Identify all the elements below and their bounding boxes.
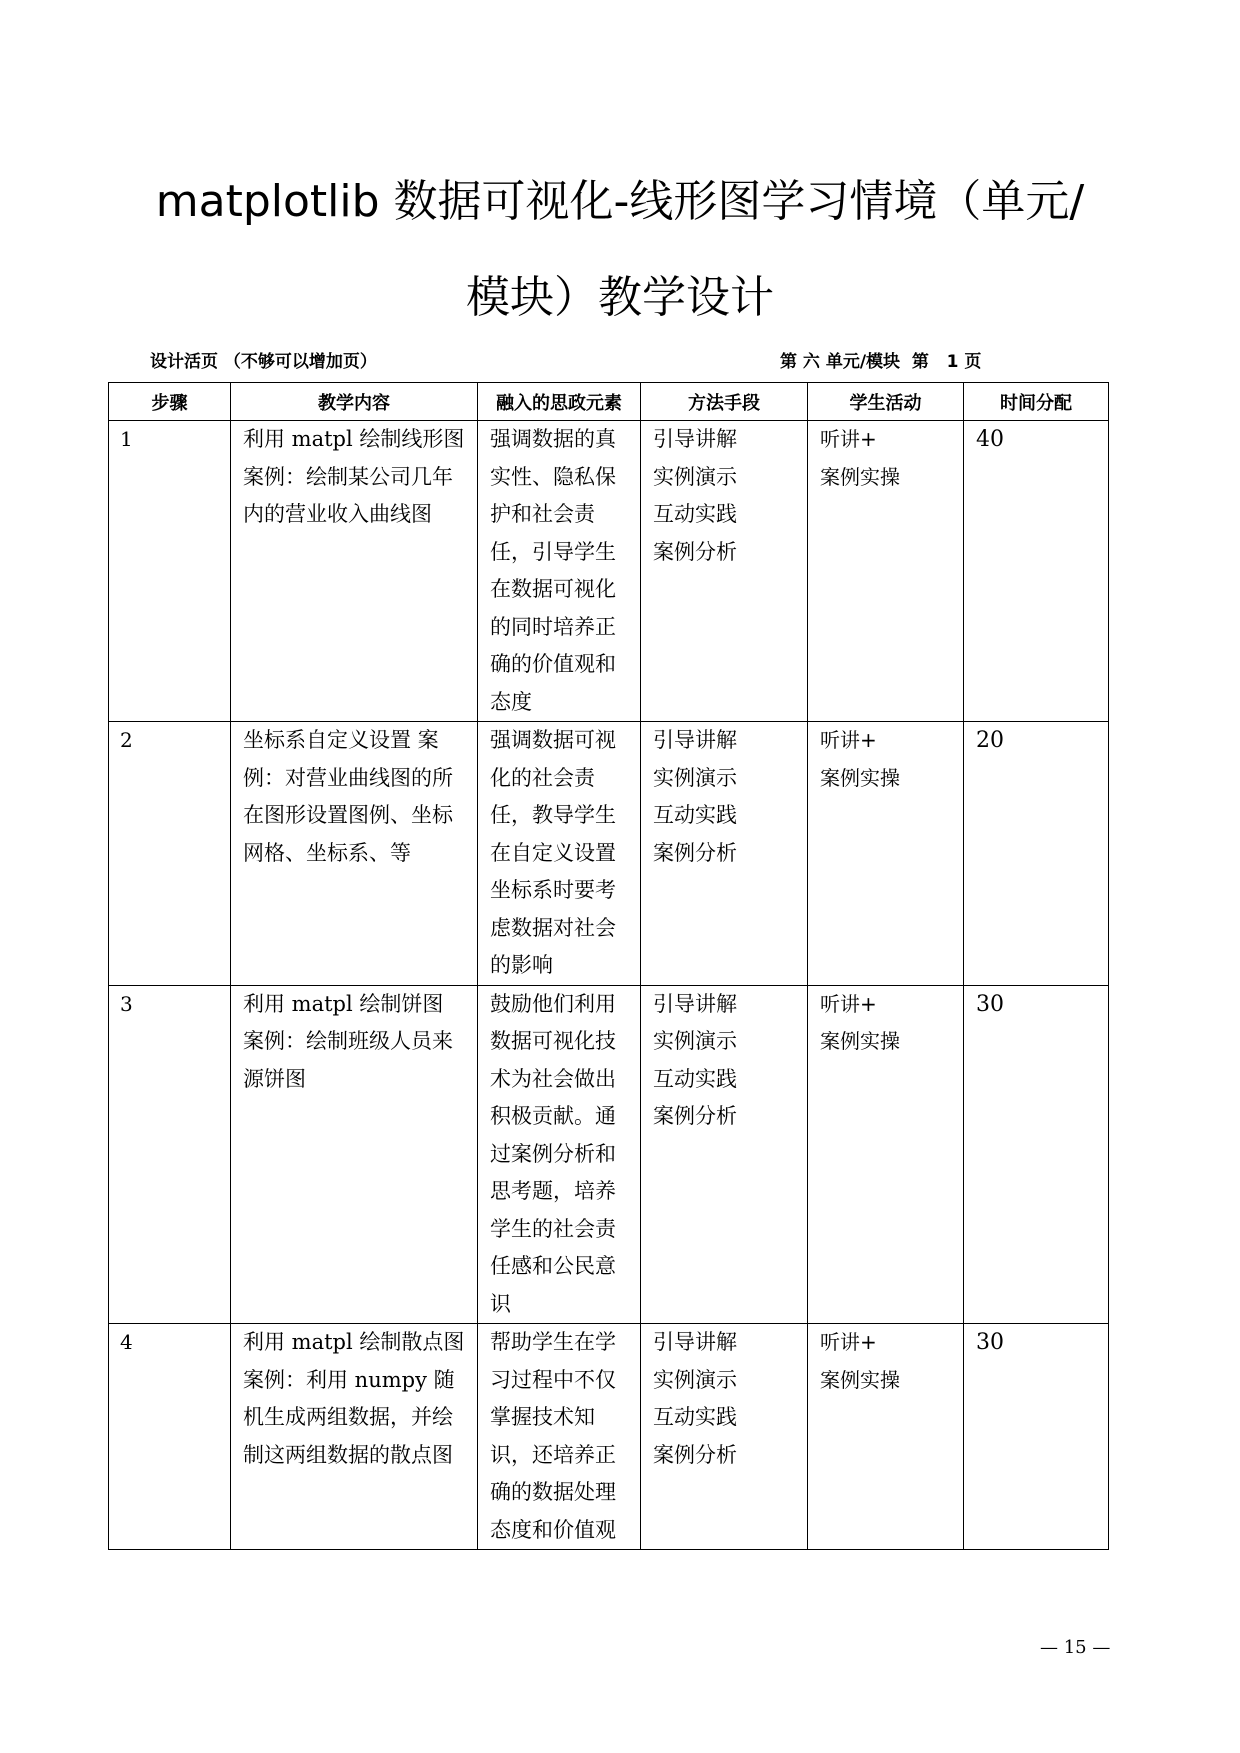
- document-title-line-2: 模块）教学设计: [466, 272, 774, 323]
- design-sheet-note: 设计活页 （不够可以增加页）: [150, 352, 377, 372]
- methods-cell: [641, 1324, 808, 1550]
- method-item: 案例分析: [653, 840, 737, 865]
- methods-cell: [641, 985, 808, 1324]
- time-cell: 40: [964, 421, 1109, 722]
- time-cell: 30: [964, 1324, 1109, 1550]
- time-cell: 20: [964, 722, 1109, 986]
- method-item: 引导讲解: [653, 1330, 737, 1354]
- method-item: 引导讲解: [653, 728, 737, 752]
- method-item: 互动实践: [653, 1405, 737, 1429]
- table-row: [109, 722, 1109, 986]
- activity-cell: [808, 1324, 964, 1550]
- document-title-line-1: matplotlib 数据可视化-线形图学习情境（单元/: [155, 176, 1085, 227]
- header-time: 时间分配: [964, 383, 1109, 421]
- methods-cell: [641, 421, 808, 722]
- header-methods: 方法手段: [641, 383, 808, 421]
- activity-item: 听讲+: [820, 427, 877, 451]
- step-cell: 4: [109, 1324, 231, 1550]
- time-cell: 30: [964, 985, 1109, 1324]
- step-cell: 3: [109, 985, 231, 1324]
- header-ideology: 融入的思政元素: [478, 383, 641, 421]
- unit-page-indicator: 第 六 单元/模块 第 1 页: [780, 352, 982, 372]
- method-item: 互动实践: [653, 502, 737, 526]
- header-content: 教学内容: [231, 383, 478, 421]
- teaching-design-table: [108, 382, 1109, 1550]
- activity-item: 听讲+: [820, 1330, 877, 1354]
- method-item: 案例分析: [653, 539, 737, 564]
- step-cell: 1: [109, 421, 231, 722]
- activity-item: 案例实操: [820, 464, 900, 489]
- methods-cell: [641, 722, 808, 986]
- method-item: 互动实践: [653, 1066, 737, 1091]
- content-cell: 坐标系自定义设置 案例：对营业曲线图的所在图形设置图例、坐标网格、坐标系、等: [231, 722, 478, 986]
- method-item: 引导讲解: [653, 427, 737, 451]
- method-item: 实例演示: [653, 464, 737, 489]
- content-cell: 利用 matpl 绘制饼图 案例：绘制班级人员来源饼图: [231, 985, 478, 1324]
- ideology-cell: 帮助学生在学习过程中不仅掌握技术知识，还培养正确的数据处理态度和价值观: [478, 1324, 641, 1550]
- ideology-cell: 强调数据的真实性、隐私保护和社会责任，引导学生在数据可视化的同时培养正确的价值观和态度: [478, 421, 641, 722]
- activity-item: 案例实操: [820, 1029, 900, 1053]
- activity-item: 案例实操: [820, 765, 900, 790]
- method-item: 实例演示: [653, 765, 737, 790]
- activity-cell: [808, 421, 964, 722]
- page-number: — 15 —: [1040, 1637, 1111, 1658]
- header-activity: 学生活动: [808, 383, 964, 421]
- method-item: 案例分析: [653, 1104, 737, 1128]
- activity-cell: [808, 722, 964, 986]
- content-cell: 利用 matpl 绘制线形图 案例：绘制某公司几年内的营业收入曲线图: [231, 421, 478, 722]
- table-row: [109, 985, 1109, 1324]
- activity-cell: [808, 985, 964, 1324]
- content-cell: 利用 matpl 绘制散点图 案例：利用 numpy 随机生成两组数据，并绘制这两组数据的散点图: [231, 1324, 478, 1550]
- table-header-row: [109, 383, 1109, 421]
- table-row: [109, 421, 1109, 722]
- activity-item: 听讲+: [820, 728, 877, 752]
- method-item: 实例演示: [653, 1029, 737, 1053]
- ideology-cell: 鼓励他们利用数据可视化技术为社会做出积极贡献。通过案例分析和思考题，培养学生的社会责任感和公民意识: [478, 985, 641, 1324]
- table-row: [109, 1324, 1109, 1550]
- activity-item: 听讲+: [820, 991, 877, 1016]
- method-item: 引导讲解: [653, 991, 737, 1016]
- step-cell: 2: [109, 722, 231, 986]
- header-step: 步骤: [109, 383, 231, 421]
- method-item: 案例分析: [653, 1442, 737, 1467]
- method-item: 互动实践: [653, 803, 737, 827]
- ideology-cell: 强调数据可视化的社会责任，教导学生在自定义设置坐标系时要考虑数据对社会的影响: [478, 722, 641, 986]
- activity-item: 案例实操: [820, 1367, 900, 1392]
- method-item: 实例演示: [653, 1367, 737, 1392]
